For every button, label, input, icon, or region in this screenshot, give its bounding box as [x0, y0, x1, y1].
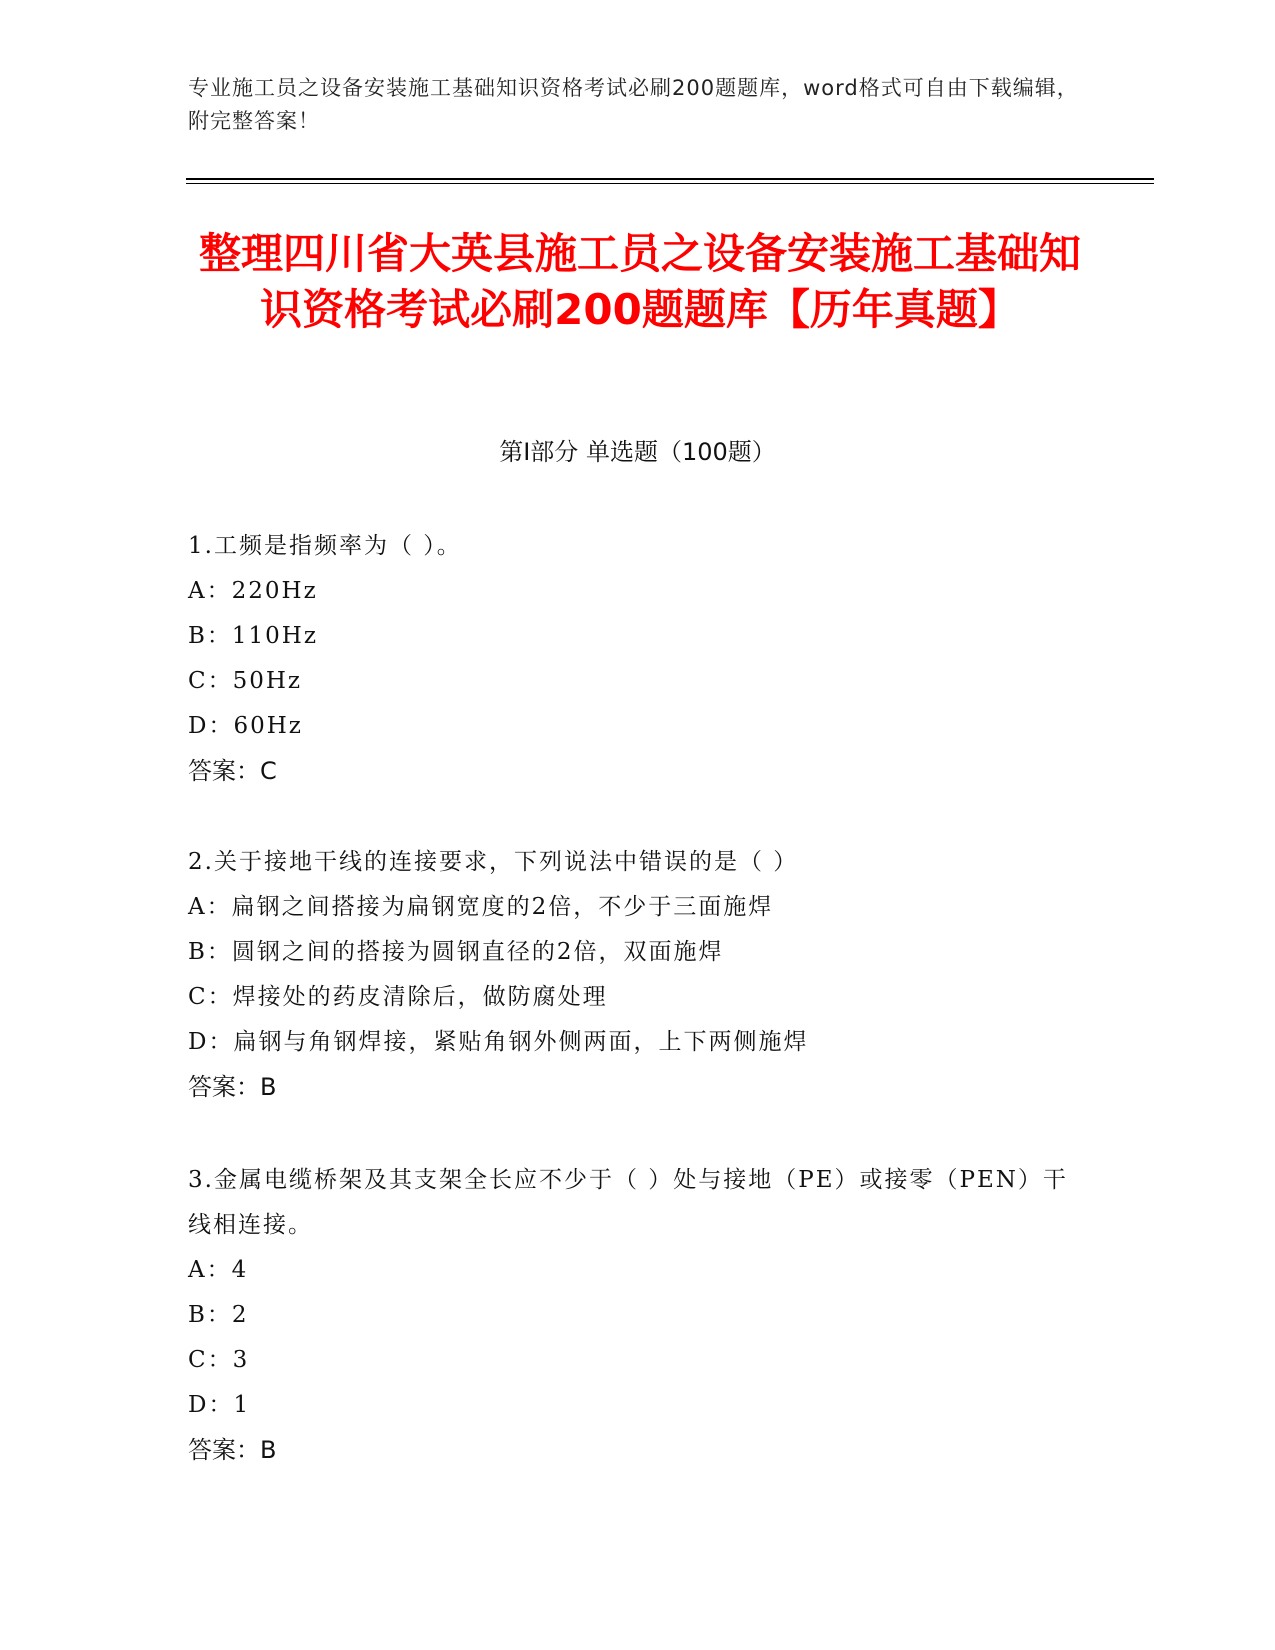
question-1 [188, 524, 1088, 794]
section-heading: 第Ⅰ部分 单选题（100题） [499, 438, 776, 466]
question-2 [188, 840, 1088, 1110]
option-a: A：220Hz [188, 578, 318, 604]
header-divider-thick [186, 178, 1154, 180]
header-divider-thin [186, 183, 1154, 184]
option-d: D：60Hz [188, 713, 303, 739]
question-stem: 3.金属电缆桥架及其支架全长应不少于（ ）处与接地（PE）或接零（PEN）干线相连接。 [188, 1167, 1068, 1238]
answer: 答案：C [188, 757, 277, 785]
question-stem: 1.工频是指频率为（ ）。 [188, 533, 462, 559]
option-a: A：4 [188, 1257, 249, 1283]
option-d: D：扁钢与角钢焊接，紧贴角钢外侧两面，上下两侧施焊 [188, 1029, 809, 1055]
option-a: A：扁钢之间搭接为扁钢宽度的2倍，不少于三面施焊 [188, 894, 774, 920]
document-title: 整理四川省大英县施工员之设备安装施工基础知识资格考试必刷200题题库【历年真题】 [198, 229, 1081, 334]
option-c: C：焊接处的药皮清除后，做防腐处理 [188, 984, 608, 1010]
header-note: 专业施工员之设备安装施工基础知识资格考试必刷200题题库，word格式可自由下载编辑，附完整答案！ [188, 76, 1079, 133]
answer: 答案：B [188, 1436, 277, 1464]
option-c: C：50Hz [188, 668, 303, 694]
option-b: B：2 [188, 1302, 249, 1328]
question-3 [188, 1158, 1088, 1473]
question-stem: 2.关于接地干线的连接要求，下列说法中错误的是（ ） [188, 849, 799, 875]
answer: 答案：B [188, 1073, 277, 1101]
option-b: B：110Hz [188, 623, 318, 649]
option-d: D：1 [188, 1392, 251, 1418]
option-c: C：3 [188, 1347, 250, 1373]
option-b: B：圆钢之间的搭接为圆钢直径的2倍，双面施焊 [188, 939, 724, 965]
